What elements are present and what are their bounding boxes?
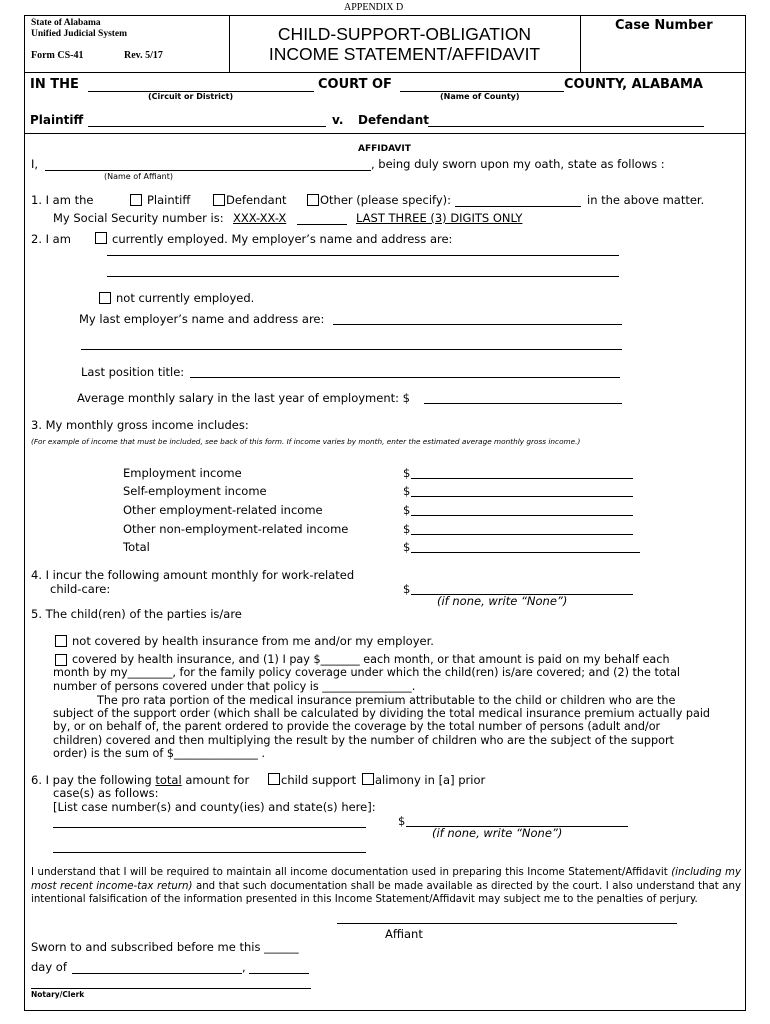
revision: Rev. 5/17 xyxy=(124,50,163,61)
declaration-paragraph xyxy=(31,866,741,907)
avg-salary-label: Average monthly salary in the last year of employment: $ xyxy=(77,391,410,405)
court-of-label: COURT OF xyxy=(318,77,392,92)
affiant-label: Affiant xyxy=(385,927,423,941)
county-alabama-label: COUNTY, ALABAMA xyxy=(564,77,703,92)
prorata-line: order) is the sum of $_______________ . xyxy=(53,747,266,760)
dollar-sign: $ xyxy=(403,503,411,517)
item6-line3: [List case number(s) and county(ies) and state(s) here]: xyxy=(53,800,376,814)
month-input[interactable] xyxy=(72,962,242,974)
not-employed-checkbox[interactable] xyxy=(99,292,111,304)
not-employed-label: not currently employed. xyxy=(116,291,255,305)
last-position-label: Last position title: xyxy=(81,365,185,379)
defendant-label: Defendant xyxy=(358,113,429,127)
item3-lead: 3. My monthly gross income includes: xyxy=(31,418,249,432)
other-option-label: Other (please specify): xyxy=(320,193,452,207)
in-the-label: IN THE xyxy=(30,77,79,92)
item4-line2: child-care: xyxy=(50,582,111,596)
last-employer-input[interactable] xyxy=(333,313,622,325)
defendant-checkbox[interactable] xyxy=(213,194,225,206)
item6-total: total xyxy=(155,773,182,787)
notary-label: Notary/Clerk xyxy=(31,990,85,999)
dollar-sign: $ xyxy=(403,522,411,536)
alimony-checkbox[interactable] xyxy=(362,773,374,785)
employed-label: currently employed. My employer’s name and address are: xyxy=(112,232,453,246)
state-label: State of Alabama xyxy=(31,18,101,28)
year-input[interactable] xyxy=(249,962,309,974)
item5-lead: 5. The child(ren) of the parties is/are xyxy=(31,607,242,621)
case-number-input[interactable] xyxy=(590,50,735,61)
plaintiff-name-input[interactable] xyxy=(88,115,326,127)
affiant-hint: (Name of Affiant) xyxy=(104,172,173,181)
form-number: Form CS-41 xyxy=(31,50,84,61)
employer-address-line1[interactable] xyxy=(107,244,619,256)
versus-label: v. xyxy=(332,113,344,127)
last-position-input[interactable] xyxy=(190,366,620,378)
defendant-name-input[interactable] xyxy=(428,115,704,127)
income-row-label: Total xyxy=(123,540,150,554)
court-type-input[interactable] xyxy=(88,80,314,92)
header-rule xyxy=(24,72,746,73)
plaintiff-checkbox[interactable] xyxy=(130,194,142,206)
total-income-input[interactable] xyxy=(411,541,640,553)
prorata-line: subject of the support order (which shall be calculated by dividing the total medical insurance premium actually paid xyxy=(53,707,711,720)
plaintiff-label: Plaintiff xyxy=(30,113,84,127)
prorata-line: by, or on behalf of, the parent ordered to provide the coverage by the total number of persons (adult and/or xyxy=(53,720,661,733)
defendant-option-label: Defendant xyxy=(226,193,287,207)
income-row-label: Other employment-related income xyxy=(123,503,323,517)
ssn-note: LAST THREE (3) DIGITS ONLY xyxy=(356,211,523,225)
prorata-line: children) covered and then multiplying the result by the number of children who are the subject of the support xyxy=(53,734,674,747)
plaintiff-option-label: Plaintiff xyxy=(147,193,191,207)
ssn-label: My Social Security number is: xyxy=(53,211,224,225)
dollar-sign: $ xyxy=(403,484,411,498)
child-support-checkbox[interactable] xyxy=(268,773,280,785)
item4-line1: 4. I incur the following amount monthly for work-related xyxy=(31,568,355,582)
other-employment-income-input[interactable] xyxy=(411,504,633,516)
last-employer-label: My last employer’s name and address are: xyxy=(79,312,325,326)
ssn-digits-input[interactable] xyxy=(297,213,347,225)
item1-lead: 1. I am the xyxy=(31,193,94,207)
form-title xyxy=(229,24,580,64)
employment-income-input[interactable] xyxy=(411,467,633,479)
prorata-line: The pro rata portion of the medical insurance premium attributable to the child or children who are the xyxy=(97,694,676,707)
income-row-label: Self-employment income xyxy=(123,484,267,498)
income-note: (For example of income that must be included, see back of this form. If income varies by month, enter the estimated average monthly gross income.) xyxy=(31,437,581,446)
header-divider xyxy=(580,15,581,73)
declaration-text-italic: (including my most recent income-tax return) xyxy=(31,867,742,892)
sworn-to-label: Sworn to and subscribed before me this ______ xyxy=(31,940,299,954)
other-specify-input[interactable] xyxy=(455,195,581,207)
case-number-label: Case Number xyxy=(615,18,713,33)
affiant-i: I, xyxy=(31,157,39,171)
item2-lead: 2. I am xyxy=(31,232,71,246)
covered-checkbox[interactable] xyxy=(55,654,67,666)
covered-line: number of persons covered under that policy is ________________. xyxy=(53,680,416,693)
last-employer-input-line2[interactable] xyxy=(81,338,622,350)
declaration-text: I understand that I will be required to maintain all income documentation used in preparing this Income Statement/Affidavit xyxy=(31,867,672,878)
child-support-label: child support xyxy=(281,773,357,787)
matter-text: in the above matter. xyxy=(587,193,705,207)
declaration-text: and that such documentation shall be made available as directed by the court. I also understand that any intentional falsification of the information presented in this Income Statement/Affidavit may subject me to the penalties of perjury. xyxy=(31,880,742,905)
circuit-hint: (Circuit or District) xyxy=(148,92,234,101)
dollar-sign: $ xyxy=(403,466,411,480)
notary-signature-input[interactable] xyxy=(31,977,311,989)
case-list-input-line2[interactable] xyxy=(53,841,366,853)
employer-address-line2[interactable] xyxy=(107,265,619,277)
section-rule xyxy=(24,133,746,134)
employed-checkbox[interactable] xyxy=(95,232,107,244)
not-covered-checkbox[interactable] xyxy=(55,635,67,647)
affiant-name-input[interactable] xyxy=(45,159,371,171)
none-hint: (if none, write “None”) xyxy=(437,594,568,608)
item6-text: 6. I pay the following xyxy=(31,773,156,787)
case-list-input-line1[interactable] xyxy=(53,816,366,828)
not-covered-label: not covered by health insurance from me and/or my employer. xyxy=(72,634,434,648)
alimony-label: alimony in [a] prior xyxy=(375,773,486,787)
day-of-label: day of xyxy=(31,960,67,974)
other-checkbox[interactable] xyxy=(307,194,319,206)
income-row-label: Other non-employment-related income xyxy=(123,522,349,536)
ssn-value: XXX-XX-X xyxy=(233,211,287,225)
dollar-sign: $ xyxy=(398,814,406,828)
county-name-input[interactable] xyxy=(400,80,564,92)
sworn-text: , being duly sworn upon my oath, state as follows : xyxy=(371,157,665,171)
avg-salary-input[interactable] xyxy=(424,392,622,404)
affidavit-heading: AFFIDAVIT xyxy=(358,144,411,154)
non-employment-income-input[interactable] xyxy=(411,523,633,535)
self-employment-income-input[interactable] xyxy=(411,485,633,497)
income-row-label: Employment income xyxy=(123,466,242,480)
affiant-signature-input[interactable] xyxy=(337,912,677,924)
covered-line: month by my________, for the family policy coverage under which the child(ren) is/are covered; and (2) the total xyxy=(53,666,681,679)
item6-lead xyxy=(31,773,249,787)
title-line: INCOME STATEMENT/AFFIDAVIT xyxy=(268,44,541,64)
county-hint: (Name of County) xyxy=(440,92,520,101)
item6-text: amount for xyxy=(181,773,250,787)
dollar-sign: $ xyxy=(403,540,411,554)
title-line: CHILD-SUPPORT-OBLIGATION xyxy=(277,24,532,44)
dollar-sign: $ xyxy=(403,582,411,596)
comma: , xyxy=(242,960,246,974)
system-label: Unified Judicial System xyxy=(31,29,128,39)
appendix-label: APPENDIX D xyxy=(344,2,404,13)
none-hint: (if none, write “None”) xyxy=(432,826,563,840)
covered-line: covered by health insurance, and (1) I pay $_______ each month, or that amount is paid on my behalf each xyxy=(72,653,670,666)
item6-line2: case(s) as follows: xyxy=(53,786,159,800)
